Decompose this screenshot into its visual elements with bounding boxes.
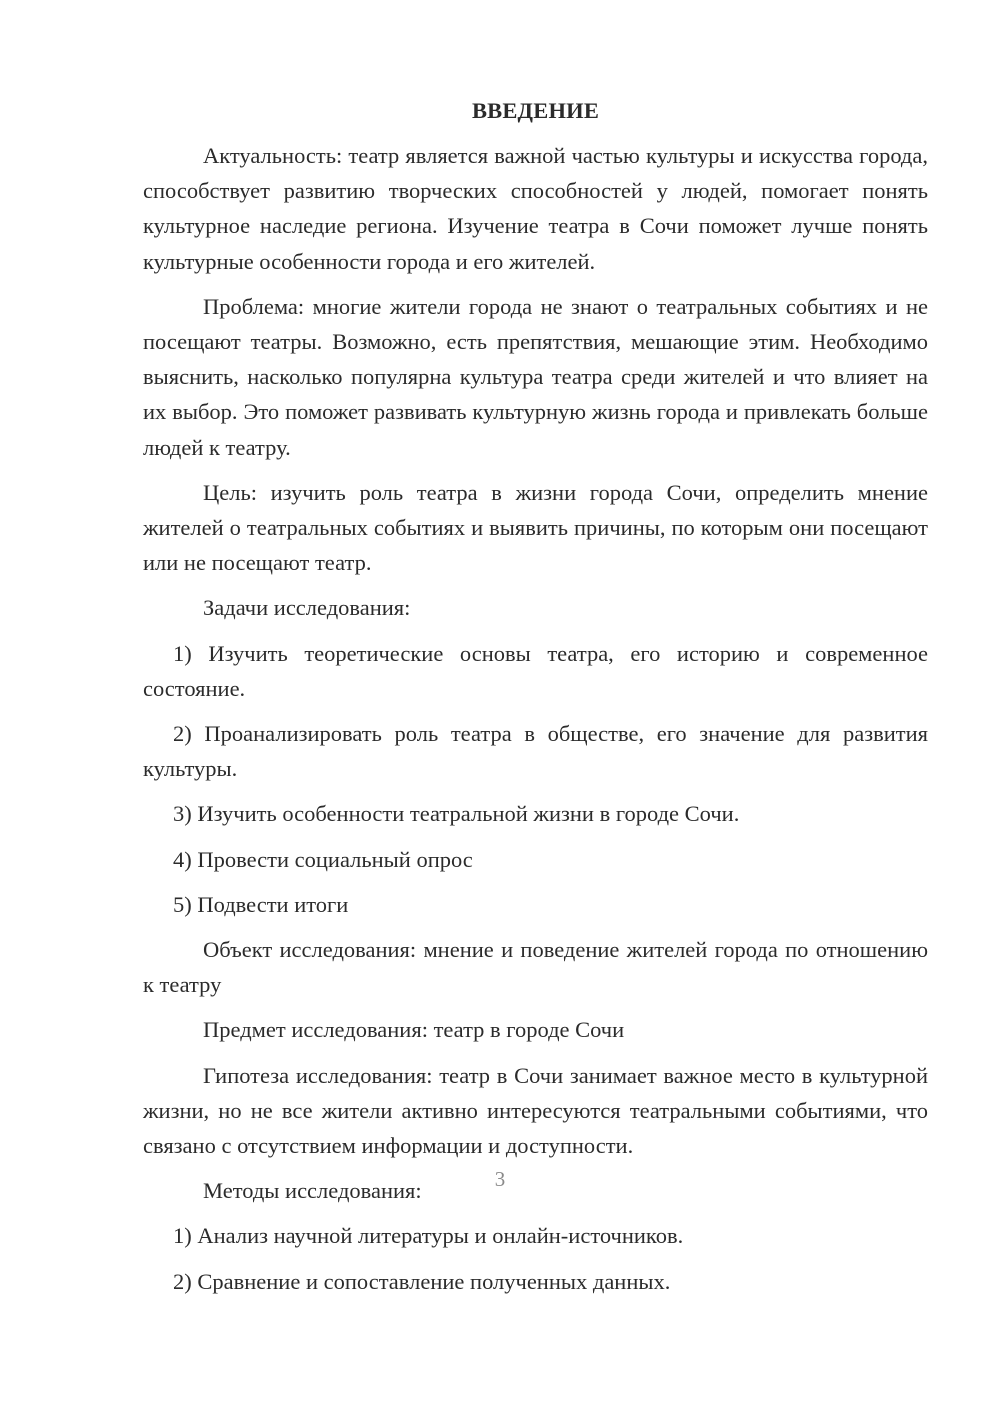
- method-item: 1) Анализ научной литературы и онлайн-источников.: [173, 1223, 684, 1249]
- methods-heading: Методы исследования:: [203, 1178, 422, 1204]
- paragraph-problem: Проблема: многие жители города не знают о театральных событиях и не посещают театры. Возможно, есть препятствия, мешающие этим. Необходимо выяснить, насколько популярна культура театра среди жителей и что влияет на их выбор. Это поможет развивать культурную жизнь города и привлекать больше людей к театру.: [143, 293, 928, 460]
- task-item: 2) Проанализировать роль театра в обществе, его значение для развития культуры.: [143, 721, 928, 782]
- task-item: 3) Изучить особенности театральной жизни в городе Сочи.: [173, 801, 740, 827]
- task-item: 4) Провести социальный опрос: [173, 846, 473, 872]
- paragraph-hypothesis: Гипотеза исследования: театр в Сочи занимает важное место в культурной жизни, но не все жители активно интересуются театральными событиями, что связано с отсутствием информации и доступности.: [143, 1062, 928, 1159]
- page-body: [143, 96, 928, 1299]
- page-number: 3: [494, 1167, 506, 1191]
- method-item: 2) Сравнение и сопоставление полученных данных.: [173, 1268, 671, 1294]
- paragraph-subject: Предмет исследования: театр в городе Сочи: [203, 1017, 625, 1043]
- task-item: 5) Подвести итоги: [173, 891, 349, 917]
- paragraph-goal: Цель: изучить роль театра в жизни города Сочи, определить мнение жителей о театральных событиях и выявить причины, по которым они посещают или не посещают театр.: [143, 479, 928, 576]
- paragraph-relevance: Актуальность: театр является важной частью культуры и искусства города, способствует развитию творческих способностей у людей, помогает понять культурное наследие региона. Изучение театра в Сочи поможет лучше понять культурные особенности города и его жителей.: [143, 143, 928, 274]
- tasks-heading: Задачи исследования:: [203, 595, 411, 621]
- section-title: ВВЕДЕНИЕ: [471, 98, 600, 123]
- paragraph-object: Объект исследования: мнение и поведение жителей города по отношению к театру: [143, 937, 928, 998]
- task-item: 1) Изучить теоретические основы театра, его историю и современное состояние.: [143, 640, 928, 701]
